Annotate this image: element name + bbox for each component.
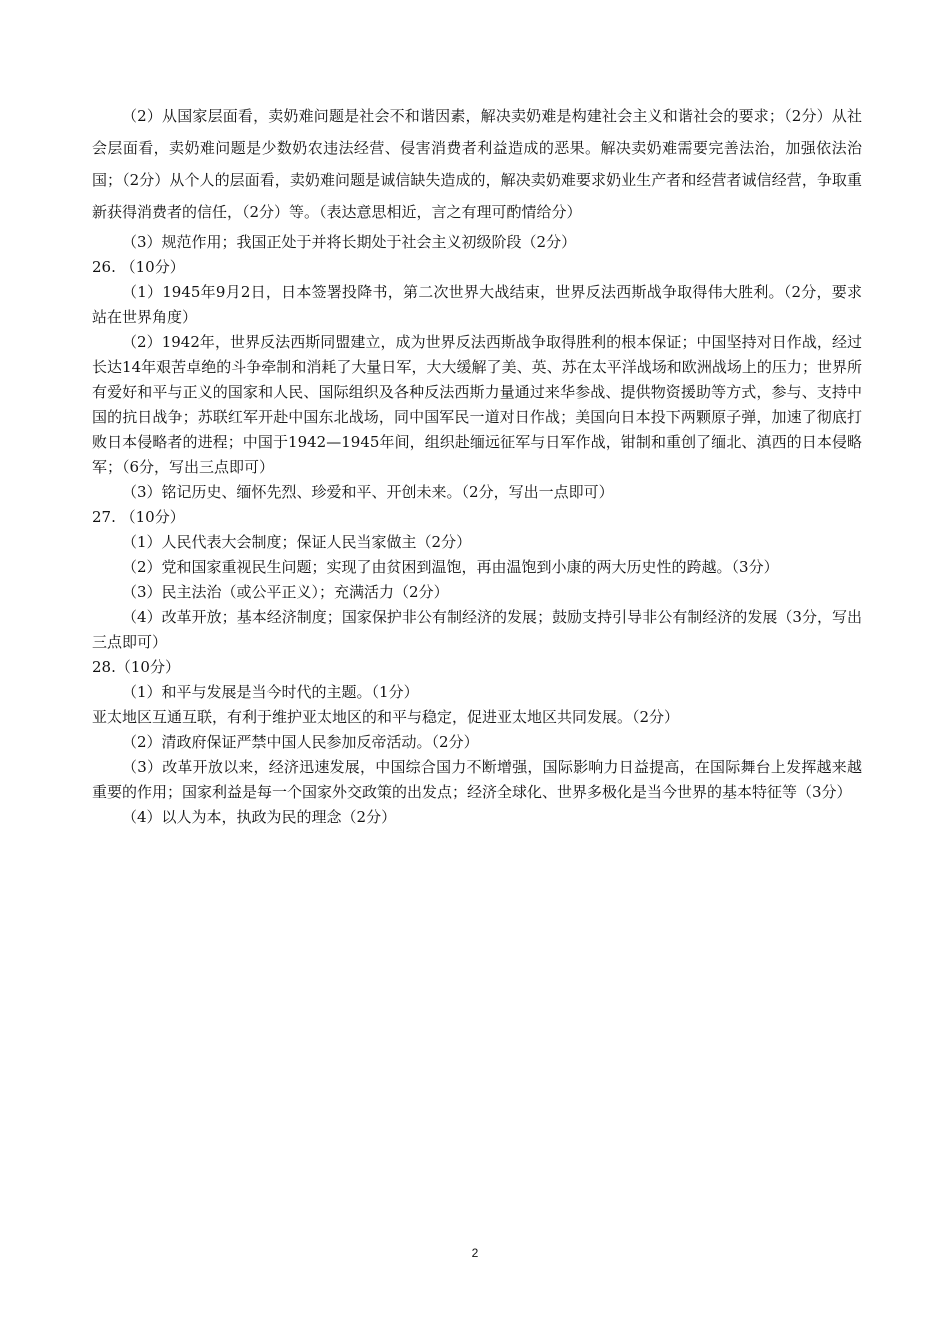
q25-continuation xyxy=(92,100,862,255)
q28-part1: （1）和平与发展是当今时代的主题。（1分） xyxy=(122,683,419,701)
q26-part3: （3）铭记历史、缅怀先烈、珍爱和平、开创未来。（2分，写出一点即可） xyxy=(122,483,614,501)
q28-part2: （2）清政府保证严禁中国人民参加反帝活动。（2分） xyxy=(122,733,479,751)
q26-heading: 26. （10分） xyxy=(92,258,185,276)
q27-part3: （3）民主法治（或公平正义）；充满活力（2分） xyxy=(122,583,449,601)
answer-document xyxy=(92,100,862,830)
answers-26-28 xyxy=(92,255,862,830)
q26-part1: （1）1945年9月2日，日本签署投降书，第二次世界大战结束，世界反法西斯战争取得伟大胜利。（2分，要求站在世界角度） xyxy=(92,283,862,326)
q28-part1-continuation: 亚太地区互通互联，有利于维护亚太地区的和平与稳定，促进亚太地区共同发展。（2分） xyxy=(92,708,680,726)
q27-part4: （4）改革开放；基本经济制度；国家保护非公有制经济的发展；鼓励支持引导非公有制经济的发展（3分，写出三点即可） xyxy=(92,608,862,651)
q28-part4: （4）以人为本，执政为民的理念（2分） xyxy=(122,808,397,826)
q25-part3: （3）规范作用；我国正处于并将长期处于社会主义初级阶段（2分） xyxy=(122,233,577,251)
q25-part2: （2）从国家层面看，卖奶难问题是社会不和谐因素，解决卖奶难是构建社会主义和谐社会的要求；（2分）从社会层面看，卖奶难问题是少数奶农违法经营、侵害消费者利益造成的恶果。解决卖奶难需要完善法治，加强依法治国；（2分）从个人的层面看，卖奶难问题是诚信缺失造成的，解决卖奶难要求奶业生产者和经营者诚信经营，争取重新获得消费者的信任，（2分）等。（表达意思相近，言之有理可酌情给分） xyxy=(92,107,862,221)
q27-heading: 27. （10分） xyxy=(92,508,185,526)
q26-part2: （2）1942年，世界反法西斯同盟建立，成为世界反法西斯战争取得胜利的根本保证；中国坚持对日作战，经过长达14年艰苦卓绝的斗争牵制和消耗了大量日军，大大缓解了美、英、苏在太平洋战场和欧洲战场上的压力；世界所有爱好和平与正义的国家和人民、国际组织及各种反法西斯力量通过来华参战、提供物资援助等方式，参与、支持中国的抗日战争；苏联红军开赴中国东北战场，同中国军民一道对日作战；美国向日本投下两颗原子弹，加速了彻底打败日本侵略者的进程；中国于1942—1945年间，组织赴缅远征军与日军作战，钳制和重创了缅北、滇西的日本侵略军；（6分，写出三点即可） xyxy=(92,333,862,476)
q28-part3: （3）改革开放以来，经济迅速发展，中国综合国力不断增强，国际影响力日益提高，在国际舞台上发挥越来越重要的作用；国家利益是每一个国家外交政策的出发点；经济全球化、世界多极化是当今世界的基本特征等（3分） xyxy=(92,758,862,801)
q28-heading: 28.（10分） xyxy=(92,658,180,676)
page-number: 2 xyxy=(471,1246,479,1260)
q27-part2: （2）党和国家重视民生问题；实现了由贫困到温饱，再由温饱到小康的两大历史性的跨越。（3分） xyxy=(122,558,779,576)
q27-part1: （1）人民代表大会制度；保证人民当家做主（2分） xyxy=(122,533,472,551)
